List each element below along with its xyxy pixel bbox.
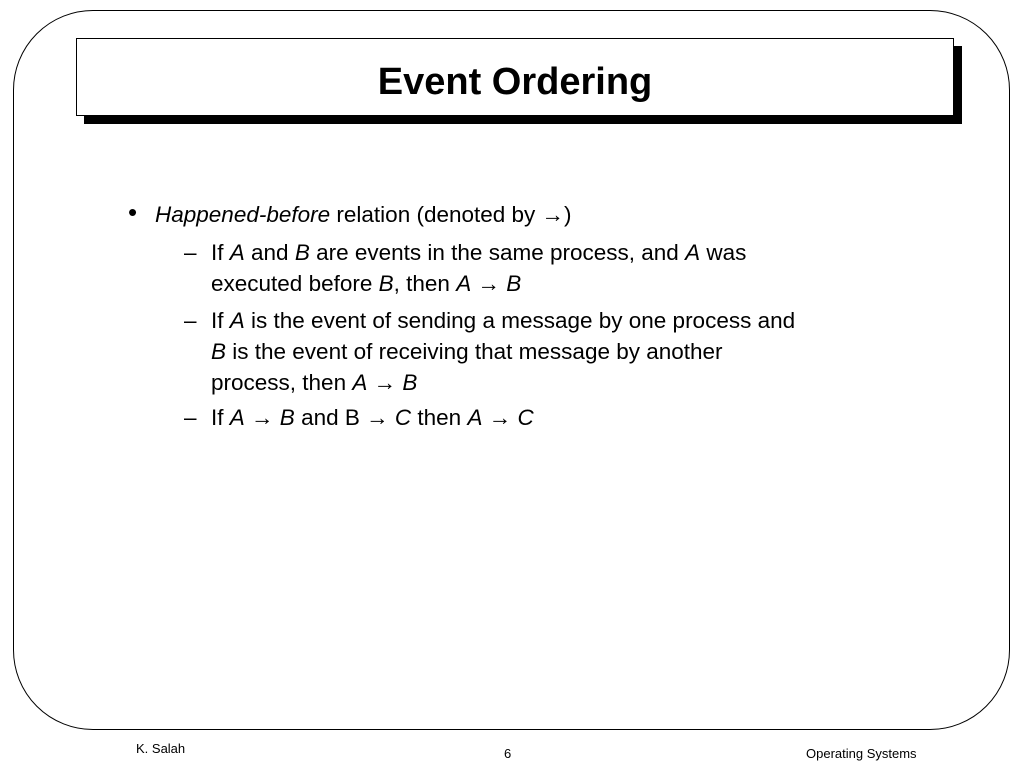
sub-bullet-1-line-2: executed before B, then A → B xyxy=(211,271,522,296)
sub-bullet-1-line-1: If A and B are events in the same process, and A was xyxy=(211,240,747,265)
sub-bullet-dash: – xyxy=(184,405,197,430)
sub-bullet-2-line-1: If A is the event of sending a message by one process and xyxy=(211,308,796,333)
bullet-happened-before: Happened-before relation (denoted by →) xyxy=(155,202,572,227)
sub-bullet-2-line-2: B is the event of receiving that message by another xyxy=(211,339,723,364)
sub-bullet-2-line-3: process, then A → B xyxy=(211,370,418,395)
term-happened-before: Happened-before xyxy=(155,202,331,227)
arrow-symbol: → xyxy=(541,202,565,227)
slide-title: Event Ordering xyxy=(377,61,653,103)
bullet-dot: • xyxy=(128,197,138,227)
sub-bullet-3-line-1: If A → B and B → C then A → C xyxy=(211,405,534,430)
footer-course: Operating Systems xyxy=(806,746,917,761)
footer-author: K. Salah xyxy=(136,741,186,756)
sub-bullet-dash: – xyxy=(184,240,197,265)
sub-bullet-dash: – xyxy=(184,308,197,333)
footer-page-number: 6 xyxy=(504,746,512,761)
